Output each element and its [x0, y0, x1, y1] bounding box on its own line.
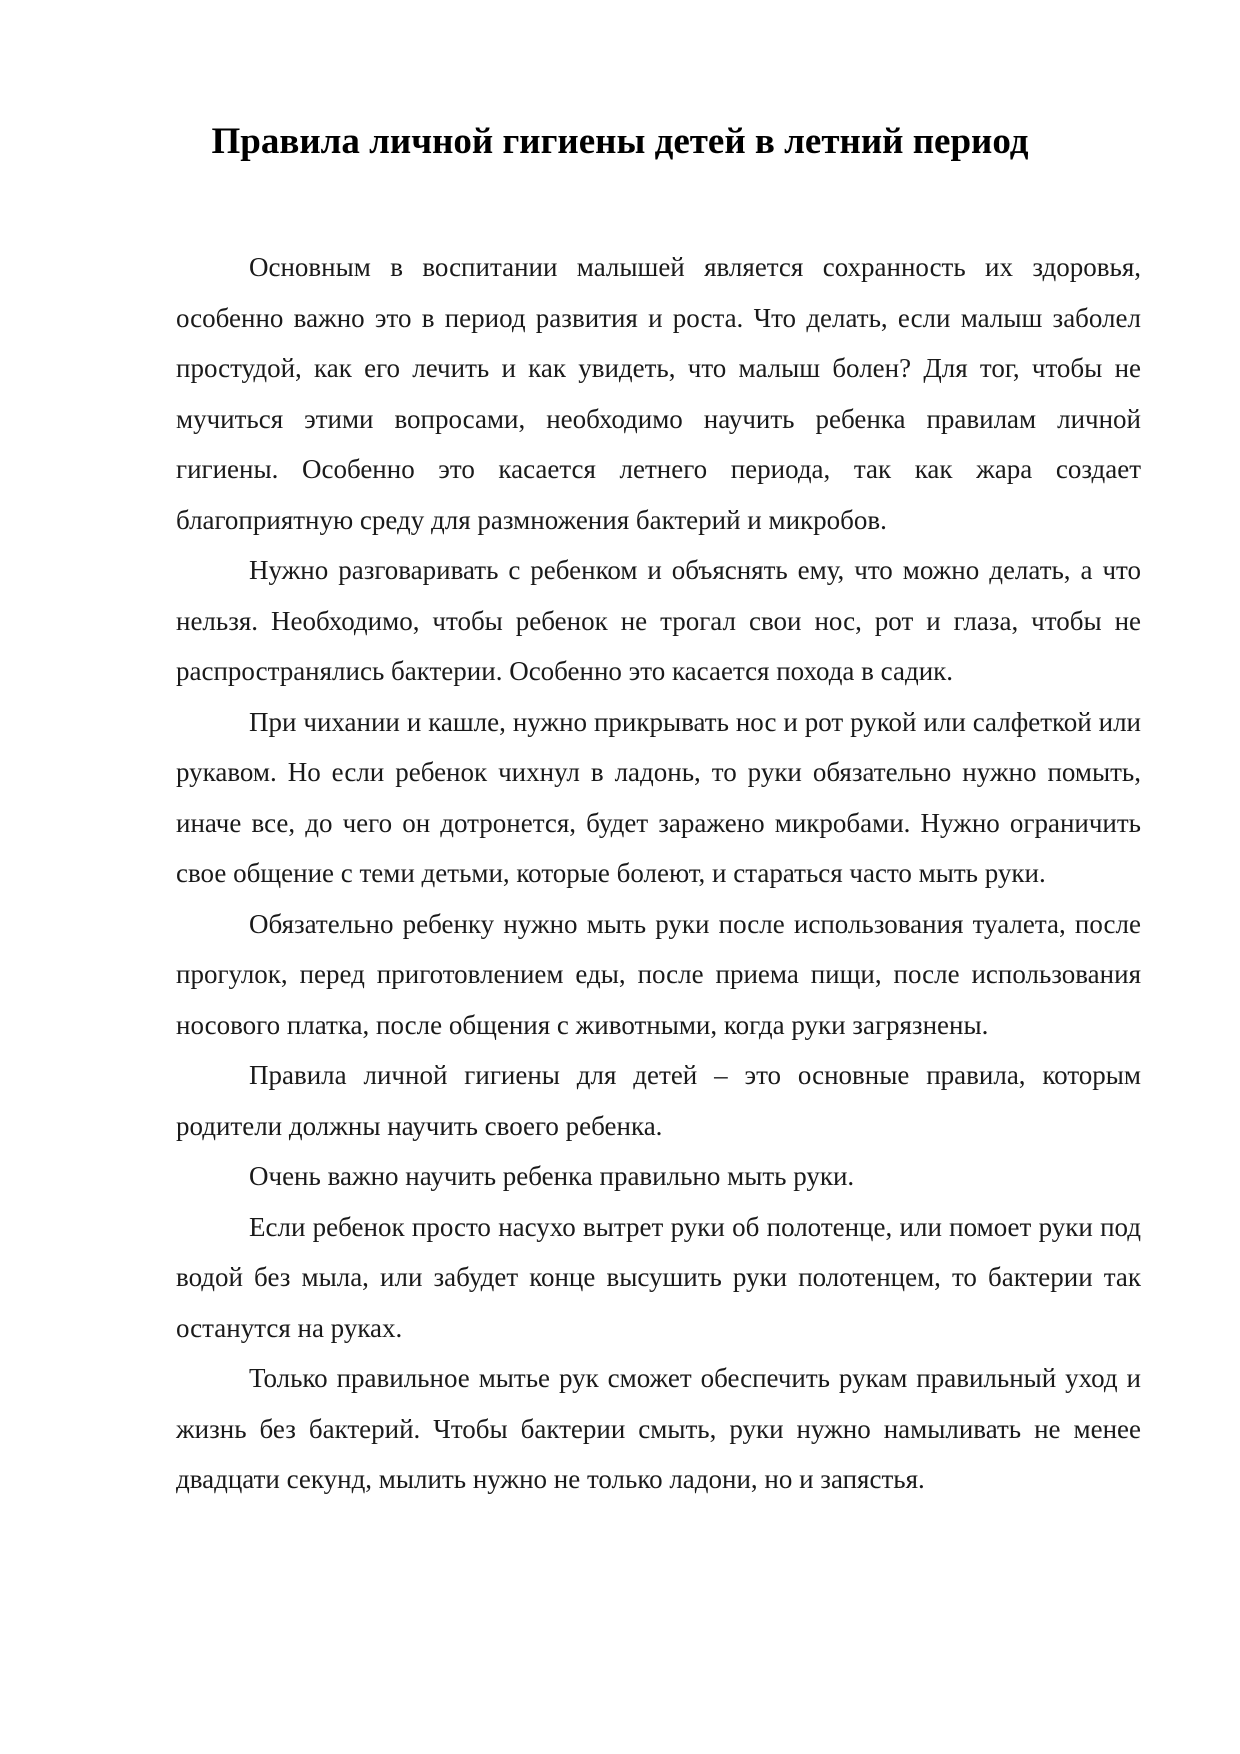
paragraph-correct-washing: Только правильное мытье рук сможет обеспечить рукам правильный уход и жизнь без бактерий. Чтобы бактерии смыть, руки нужно намыливать не менее двадцати секунд, мылить нужно не только ладони, но и запястья. — [176, 1363, 1141, 1494]
paragraph-incorrect-washing: Если ребенок просто насухо вытрет руки об полотенце, или помоет руки под водой без мыла, или забудет конце высушить руки полотенцем, то бактерии так останутся на руках. — [176, 1211, 1141, 1343]
document-body — [176, 242, 1141, 1505]
paragraph-hygiene-rules: Правила личной гигиены для детей – это основные правила, которым родители должны научить своего ребенка. — [176, 1060, 1141, 1141]
paragraph-talk-with-child: Нужно разговаривать с ребенком и объяснять ему, что можно делать, а что нельзя. Необходимо, чтобы ребенок не трогал свои нос, рот и глаза, чтобы не распространялись бактерии. Особенно это касается похода в садик. — [176, 555, 1141, 686]
paragraph-when-wash-hands: Обязательно ребенку нужно мыть руки после использования туалета, после прогулок, перед приготовлением еды, после приема пищи, после использования носового платка, после общения с животными, когда руки загрязнены. — [176, 908, 1141, 1040]
paragraph-sneezing-coughing: При чихании и кашле, нужно прикрывать нос и рот рукой или салфеткой или рукавом. Но если ребенок чихнул в ладонь, то руки обязательно нужно помыть, иначе все, до чего он дотронется, будет заражено микробами. Нужно ограничить свое общение с теми детьми, которые болеют, и стараться часто мыть руки. — [176, 706, 1141, 888]
paragraph-intro: Основным в воспитании малышей является сохранность их здоровья, особенно важно это в период развития и роста. Что делать, если малыш заболел простудой, как его лечить и как увидеть, что малыш болен? Для тог, чтобы не мучиться этими вопросами, необходимо научить ребенка правилам личной гигиены. Особенно это касается летнего периода, так как жара создает благоприятную среду для размножения бактерий и микробов. — [176, 252, 1141, 535]
paragraph-teach-handwashing: Очень важно научить ребенка правильно мыть руки. — [249, 1161, 855, 1191]
page-title: Правила личной гигиены детей в летний период — [211, 121, 1029, 162]
